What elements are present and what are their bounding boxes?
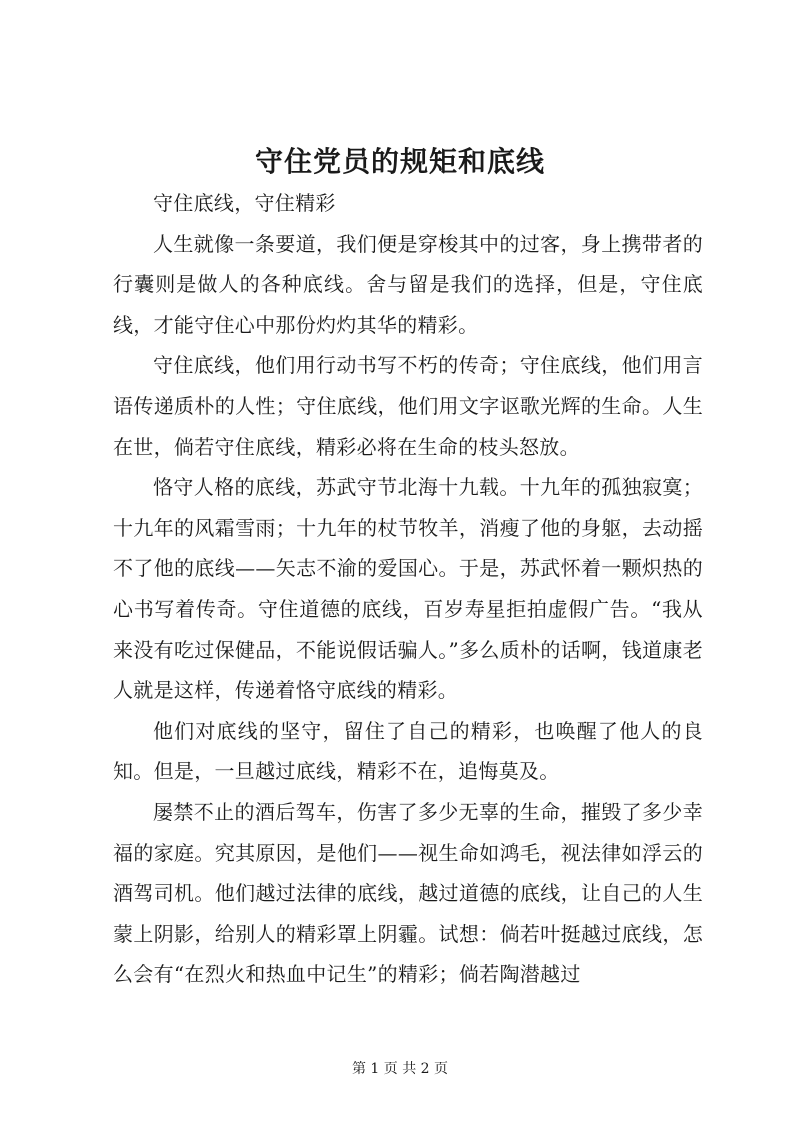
paragraph: 人生就像一条要道，我们便是穿梭其中的过客，身上携带者的行囊则是做人的各种底线。舍与留是我们的选择，但是，守住底线，才能守住心中那份灼灼其华的精彩。: [113, 231, 703, 337]
paragraph: 他们对底线的坚守，留住了自己的精彩，也唤醒了他人的良知。但是，一旦越过底线，精彩不在，追悔莫及。: [113, 718, 703, 784]
paragraph: 守住底线，他们用行动书写不朽的传奇；守住底线，他们用言语传递质朴的人性；守住底线，他们用文字讴歌光辉的生命。人生在世，倘若守住底线，精彩必将在生命的枝头怒放。: [113, 353, 703, 459]
paragraph: 守住底线，守住精彩: [153, 191, 336, 215]
document-body: [113, 183, 703, 995]
page-footer: 第 1 页 共 2 页: [351, 1061, 449, 1077]
document-title: 守住党员的规矩和底线: [254, 145, 545, 178]
paragraph: 屡禁不止的酒后驾车，伤害了多少无辜的生命，摧毁了多少幸福的家庭。究其原因，是他们——视生命如鸿毛，视法律如浮云的酒驾司机。他们越过法律的底线，越过道德的底线，让自己的人生蒙上阴影，给别人的精彩罩上阴霾。试想：倘若叶挺越过底线，怎么会有“在烈火和热血中记生”的精彩；倘若陶潜越过: [113, 799, 703, 987]
paragraph: 恪守人格的底线，苏武守节北海十九载。十九年的孤独寂寞；十九年的风霜雪雨；十九年的杖节牧羊，消瘦了他的身躯，去动摇不了他的底线——矢志不渝的爱国心。于是，苏武怀着一颗炽热的心书写着传奇。守住道德的底线，百岁寿星拒拍虚假广告。“我从来没有吃过保健品，不能说假话骗人。”多么质朴的话啊，钱道康老人就是这样，传递着恪守底线的精彩。: [113, 475, 703, 703]
